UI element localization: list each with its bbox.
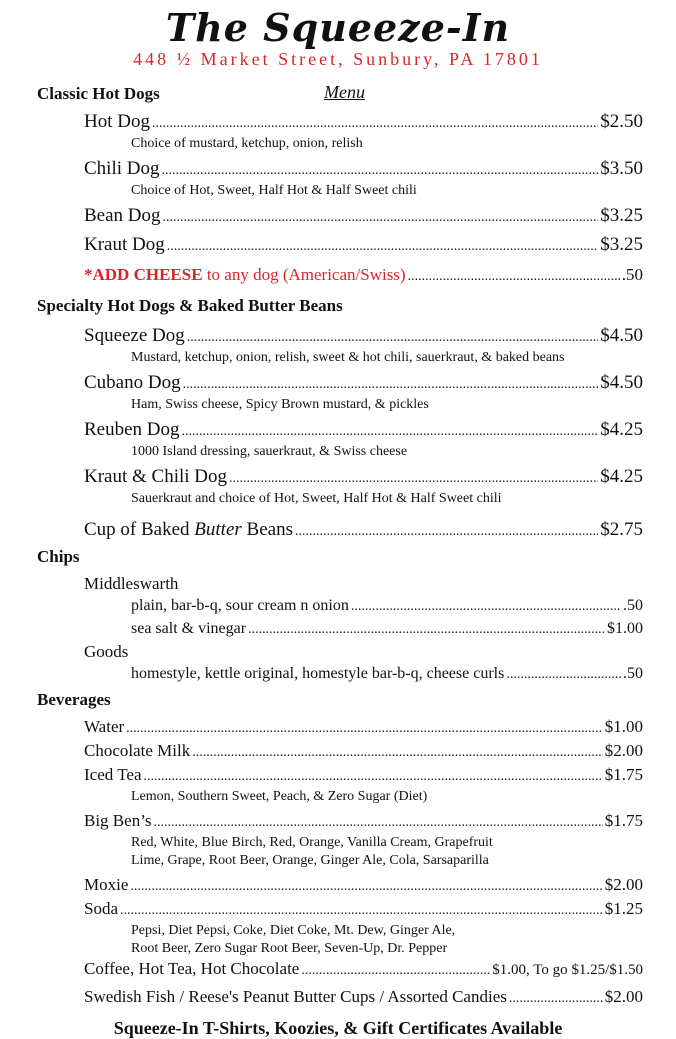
item-price: $4.25 bbox=[600, 466, 643, 487]
menu-label: Menu bbox=[324, 82, 365, 102]
chip-item bbox=[131, 663, 643, 686]
bev-water bbox=[84, 716, 643, 740]
item-name: Cubano Dog bbox=[84, 372, 181, 393]
item-price: $1.00 bbox=[604, 717, 643, 736]
bev-soda bbox=[84, 898, 643, 922]
add-cheese-label: *ADD CHEESE bbox=[84, 265, 203, 284]
section-title-chips: Chips bbox=[37, 547, 80, 566]
item-name: Kraut Dog bbox=[84, 234, 165, 255]
item-price: $4.50 bbox=[600, 325, 643, 346]
item-price: .50 bbox=[621, 265, 643, 284]
item-name: homestyle, kettle original, homestyle bar-b-q, cheese curls bbox=[131, 665, 505, 682]
item-price: $1.25 bbox=[604, 899, 643, 918]
item-price: $1.75 bbox=[604, 811, 643, 830]
leader-dots bbox=[229, 467, 598, 490]
leader-dots bbox=[152, 112, 598, 135]
footer-merch-note: Squeeze-In T-Shirts, Koozies, & Gift Certificates Available bbox=[113, 1018, 563, 1038]
section-specialty-header bbox=[0, 292, 676, 318]
section-title-beverages: Beverages bbox=[37, 690, 111, 709]
item-name: Swedish Fish / Reese's Peanut Butter Cups / Assorted Candies bbox=[84, 987, 507, 1006]
leader-dots bbox=[295, 520, 598, 543]
menu-item-bean-dog bbox=[84, 204, 643, 229]
item-price: $3.25 bbox=[600, 205, 643, 226]
item-description: Lime, Grape, Root Beer, Orange, Ginger Ale, Cola, Sarsaparilla bbox=[131, 853, 489, 868]
item-name: Big Ben’s bbox=[84, 811, 152, 830]
menu-item-squeeze-dog bbox=[84, 324, 643, 349]
leader-dots bbox=[192, 742, 603, 764]
menu-item-reuben-dog bbox=[84, 418, 643, 443]
item-description: Root Beer, Zero Sugar Root Beer, Seven-Up, Dr. Pepper bbox=[131, 941, 448, 956]
leader-dots bbox=[163, 206, 599, 229]
restaurant-address: 448 ½ Market Street, Sunbury, PA 17801 bbox=[133, 49, 543, 69]
section-title-classic: Classic Hot Dogs bbox=[37, 84, 160, 103]
item-name-italic: Butter bbox=[194, 519, 242, 540]
item-name: Water bbox=[84, 717, 125, 736]
item-name: Squeeze Dog bbox=[84, 325, 185, 346]
item-description: Choice of Hot, Sweet, Half Hot & Half Sweet chili bbox=[131, 183, 417, 198]
leader-dots bbox=[154, 812, 603, 834]
item-price: $2.00 bbox=[604, 987, 643, 1006]
item-name: Iced Tea bbox=[84, 765, 142, 784]
leader-dots bbox=[143, 766, 602, 788]
menu-item-kraut-chili-dog bbox=[84, 465, 643, 490]
menu-item-chili-dog bbox=[84, 157, 643, 182]
leader-dots bbox=[120, 900, 603, 922]
item-price: $3.50 bbox=[600, 158, 643, 179]
item-name: Reuben Dog bbox=[84, 419, 180, 440]
restaurant-title: The Squeeze-In bbox=[165, 5, 511, 50]
bev-moxie bbox=[84, 874, 643, 898]
leader-dots bbox=[301, 960, 490, 982]
leader-dots bbox=[130, 876, 602, 898]
item-name: Chili Dog bbox=[84, 158, 160, 179]
section-chips-header bbox=[0, 543, 676, 569]
chip-item bbox=[131, 618, 643, 641]
item-description: Red, White, Blue Birch, Red, Orange, Vanilla Cream, Grapefruit bbox=[131, 835, 493, 850]
leader-dots bbox=[351, 596, 621, 618]
page-header bbox=[0, 6, 676, 70]
item-description: Pepsi, Diet Pepsi, Coke, Diet Coke, Mt. Dew, Ginger Ale, bbox=[131, 923, 456, 938]
item-price: $4.25 bbox=[600, 419, 643, 440]
menu-item-cubano-dog bbox=[84, 371, 643, 396]
item-price: $1.75 bbox=[604, 765, 643, 784]
chip-brand-middleswarth: Middleswarth bbox=[84, 574, 179, 593]
item-description: Ham, Swiss cheese, Spicy Brown mustard, & pickles bbox=[131, 397, 429, 412]
item-price: $2.00 bbox=[604, 875, 643, 894]
leader-dots bbox=[126, 718, 603, 740]
item-name: Hot Dog bbox=[84, 111, 150, 132]
item-price: $2.50 bbox=[600, 111, 643, 132]
chip-brand-goods: Goods bbox=[84, 642, 129, 661]
leader-dots bbox=[506, 664, 621, 686]
section-beverages-header bbox=[0, 686, 676, 712]
menu-item-kraut-dog bbox=[84, 233, 643, 258]
leader-dots bbox=[509, 988, 603, 1010]
add-cheese-line bbox=[84, 264, 643, 288]
item-name: Kraut & Chili Dog bbox=[84, 466, 228, 487]
item-description: Lemon, Southern Sweet, Peach, & Zero Sugar (Diet) bbox=[131, 789, 428, 804]
section-title-specialty: Specialty Hot Dogs & Baked Butter Beans bbox=[37, 296, 343, 315]
item-price: .50 bbox=[623, 665, 643, 682]
item-name: sea salt & vinegar bbox=[131, 620, 247, 637]
item-name: Moxie bbox=[84, 875, 129, 894]
item-description: Mustard, ketchup, onion, relish, sweet & hot chili, sauerkraut, & baked beans bbox=[131, 350, 565, 365]
leader-dots bbox=[187, 326, 598, 349]
item-name: Bean Dog bbox=[84, 205, 161, 226]
item-name: Cup of Baked bbox=[84, 519, 195, 540]
item-price: .50 bbox=[623, 597, 643, 614]
item-price: $4.50 bbox=[600, 372, 643, 393]
leader-dots bbox=[161, 159, 598, 182]
bev-big-bens bbox=[84, 810, 643, 834]
item-description: Sauerkraut and choice of Hot, Sweet, Half Hot & Half Sweet chili bbox=[131, 491, 502, 506]
item-description: 1000 Island dressing, sauerkraut, & Swiss cheese bbox=[131, 444, 408, 459]
item-price: $2.00 bbox=[604, 741, 643, 760]
bev-coffee bbox=[84, 958, 643, 982]
item-description: Choice of mustard, ketchup, onion, relish bbox=[131, 136, 363, 151]
add-cheese-text: to any dog (American/Swiss) bbox=[202, 265, 406, 284]
leader-dots bbox=[183, 373, 599, 396]
item-name: Chocolate Milk bbox=[84, 741, 191, 760]
item-name-end: Beans bbox=[241, 519, 293, 540]
leader-dots bbox=[248, 619, 605, 641]
item-price: $3.25 bbox=[600, 234, 643, 255]
leader-dots bbox=[182, 420, 599, 443]
item-name: plain, bar-b-q, sour cream n onion bbox=[131, 597, 349, 614]
item-price: $2.75 bbox=[600, 519, 643, 540]
chip-item bbox=[131, 595, 643, 618]
section-classic-header bbox=[0, 80, 676, 106]
item-name: Soda bbox=[84, 899, 118, 918]
leader-dots bbox=[167, 235, 599, 258]
menu-item-baked-beans bbox=[84, 518, 643, 543]
item-name: Coffee, Hot Tea, Hot Chocolate bbox=[84, 959, 300, 978]
candies-line bbox=[84, 986, 643, 1010]
leader-dots bbox=[408, 266, 620, 288]
bev-chocolate-milk bbox=[84, 740, 643, 764]
bev-iced-tea bbox=[84, 764, 643, 788]
item-price: $1.00, To go $1.25/$1.50 bbox=[492, 962, 643, 978]
item-price: $1.00 bbox=[607, 620, 643, 637]
menu-item-hot-dog bbox=[84, 110, 643, 135]
